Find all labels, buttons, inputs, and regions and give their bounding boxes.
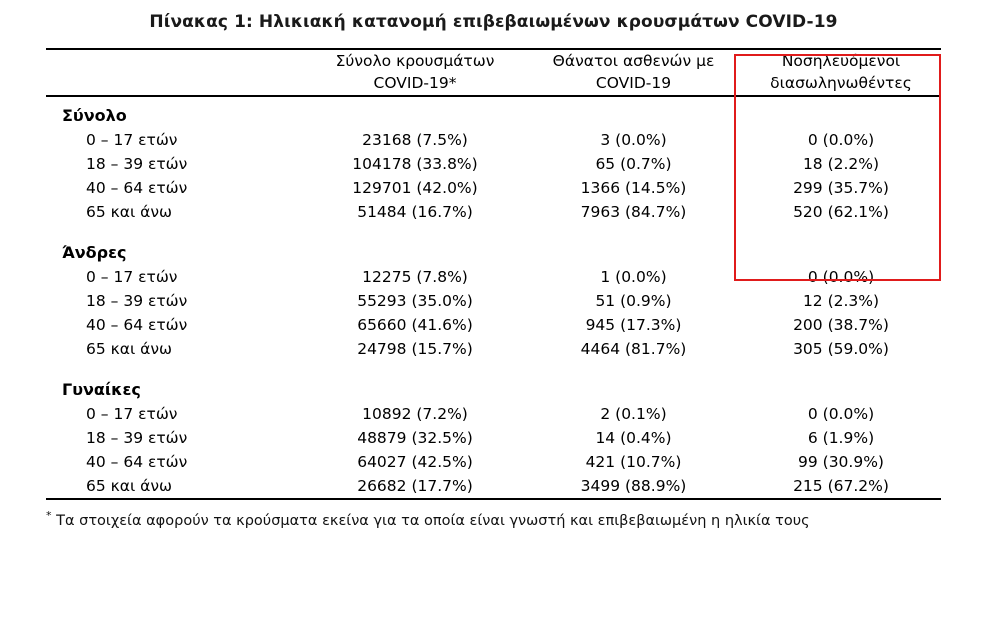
row-label: 0 – 17 ετών (86, 404, 178, 423)
cell-cases: 26682 (17.7%) (357, 476, 473, 495)
row-label: 18 – 39 ετών (86, 154, 188, 173)
cell-intubated: 299 (35.7%) (793, 178, 889, 197)
header-cases-line1: Σύνολο κρουσμάτων (335, 52, 495, 70)
table-header (46, 49, 941, 97)
row-label: 18 – 39 ετών (86, 428, 188, 447)
table-row (46, 450, 941, 474)
table-caption: Πίνακας 1: Ηλικιακή κατανομή επιβεβαιωμένων κρουσμάτων COVID-19 (149, 12, 838, 32)
cell-intubated: 520 (62.1%) (793, 202, 889, 221)
cell-deaths: 3499 (88.9%) (580, 476, 687, 495)
cell-deaths: 14 (0.4%) (595, 428, 672, 447)
row-label: 40 – 64 ετών (86, 178, 188, 197)
table-row (46, 128, 941, 152)
header-cases (304, 50, 526, 96)
row-label: 65 και άνω (86, 202, 173, 221)
table-container (46, 48, 941, 500)
group-row-men (46, 234, 941, 265)
header-deaths-line1: Θάνατοι ασθενών με (552, 52, 715, 70)
cell-cases: 64027 (42.5%) (357, 452, 473, 471)
cell-deaths: 945 (17.3%) (585, 315, 682, 334)
cell-cases: 129701 (42.0%) (352, 178, 478, 197)
cell-intubated: 18 (2.2%) (802, 154, 880, 173)
cell-cases: 12275 (7.8%) (362, 267, 468, 286)
row-label: 40 – 64 ετών (86, 452, 188, 471)
footnote-text: Τα στοιχεία αφορούν τα κρούσματα εκείνα για τα οποία είναι γνωστή και επιβεβαιωμένη η ηλικία τους (51, 512, 810, 529)
cell-cases: 65660 (41.6%) (357, 315, 473, 334)
header-deaths-line2: COVID-19 (595, 74, 672, 93)
header-blank (46, 50, 304, 96)
cell-intubated: 215 (67.2%) (793, 476, 889, 495)
cell-cases: 24798 (15.7%) (357, 339, 473, 358)
cell-deaths: 1366 (14.5%) (580, 178, 687, 197)
cell-cases: 10892 (7.2%) (362, 404, 468, 423)
header-cases-line2: COVID-19* (373, 74, 457, 93)
cell-cases: 55293 (35.0%) (357, 291, 473, 310)
cell-intubated: 12 (2.3%) (802, 291, 880, 310)
cell-intubated: 0 (0.0%) (807, 404, 875, 423)
bottom-rule (46, 499, 941, 500)
group-row-total (46, 97, 941, 128)
row-label: 65 και άνω (86, 476, 173, 495)
row-label: 18 – 39 ετών (86, 291, 188, 310)
header-intubated (741, 50, 941, 96)
cell-intubated: 200 (38.7%) (793, 315, 889, 334)
group-spacer (46, 224, 941, 234)
group-spacer (46, 361, 941, 371)
cell-cases: 51484 (16.7%) (357, 202, 473, 221)
cell-intubated: 0 (0.0%) (807, 267, 875, 286)
table-row (46, 176, 941, 200)
cell-intubated: 0 (0.0%) (807, 130, 875, 149)
cell-deaths: 7963 (84.7%) (580, 202, 687, 221)
row-label: 0 – 17 ετών (86, 130, 178, 149)
cell-deaths: 65 (0.7%) (595, 154, 672, 173)
table-body (46, 97, 941, 500)
header-intubated-line2: διασωληνωθέντες (770, 74, 912, 93)
table-row (46, 337, 941, 361)
cell-cases: 23168 (7.5%) (362, 130, 468, 149)
row-label: 40 – 64 ετών (86, 315, 188, 334)
cell-cases: 48879 (32.5%) (357, 428, 473, 447)
cell-intubated: 6 (1.9%) (807, 428, 875, 447)
group-label-men: Άνδρες (62, 242, 127, 262)
cell-deaths: 4464 (81.7%) (580, 339, 687, 358)
header-deaths (526, 50, 741, 96)
row-label: 0 – 17 ετών (86, 267, 178, 286)
cell-deaths: 1 (0.0%) (600, 267, 667, 286)
age-distribution-table (46, 48, 941, 500)
group-label-total: Σύνολο (62, 105, 127, 125)
cell-cases: 104178 (33.8%) (352, 154, 478, 173)
cell-deaths: 3 (0.0%) (600, 130, 667, 149)
table-row (46, 313, 941, 337)
table-row (46, 152, 941, 176)
table-row (46, 289, 941, 313)
table-row (46, 426, 941, 450)
group-row-women (46, 371, 941, 402)
table-row (46, 200, 941, 224)
cell-intubated: 305 (59.0%) (793, 339, 889, 358)
table-row (46, 265, 941, 289)
header-intubated-line1: Νοσηλευόμενοι (781, 52, 901, 70)
row-label: 65 και άνω (86, 339, 173, 358)
table-row (46, 402, 941, 426)
cell-deaths: 421 (10.7%) (585, 452, 682, 471)
header-row (46, 50, 941, 96)
table-row (46, 474, 941, 499)
cell-intubated: 99 (30.9%) (798, 452, 884, 471)
footnote-marker: * (46, 508, 52, 522)
group-label-women: Γυναίκες (62, 379, 141, 399)
table-footnote (46, 509, 941, 531)
cell-deaths: 2 (0.1%) (600, 404, 667, 423)
cell-deaths: 51 (0.9%) (595, 291, 672, 310)
